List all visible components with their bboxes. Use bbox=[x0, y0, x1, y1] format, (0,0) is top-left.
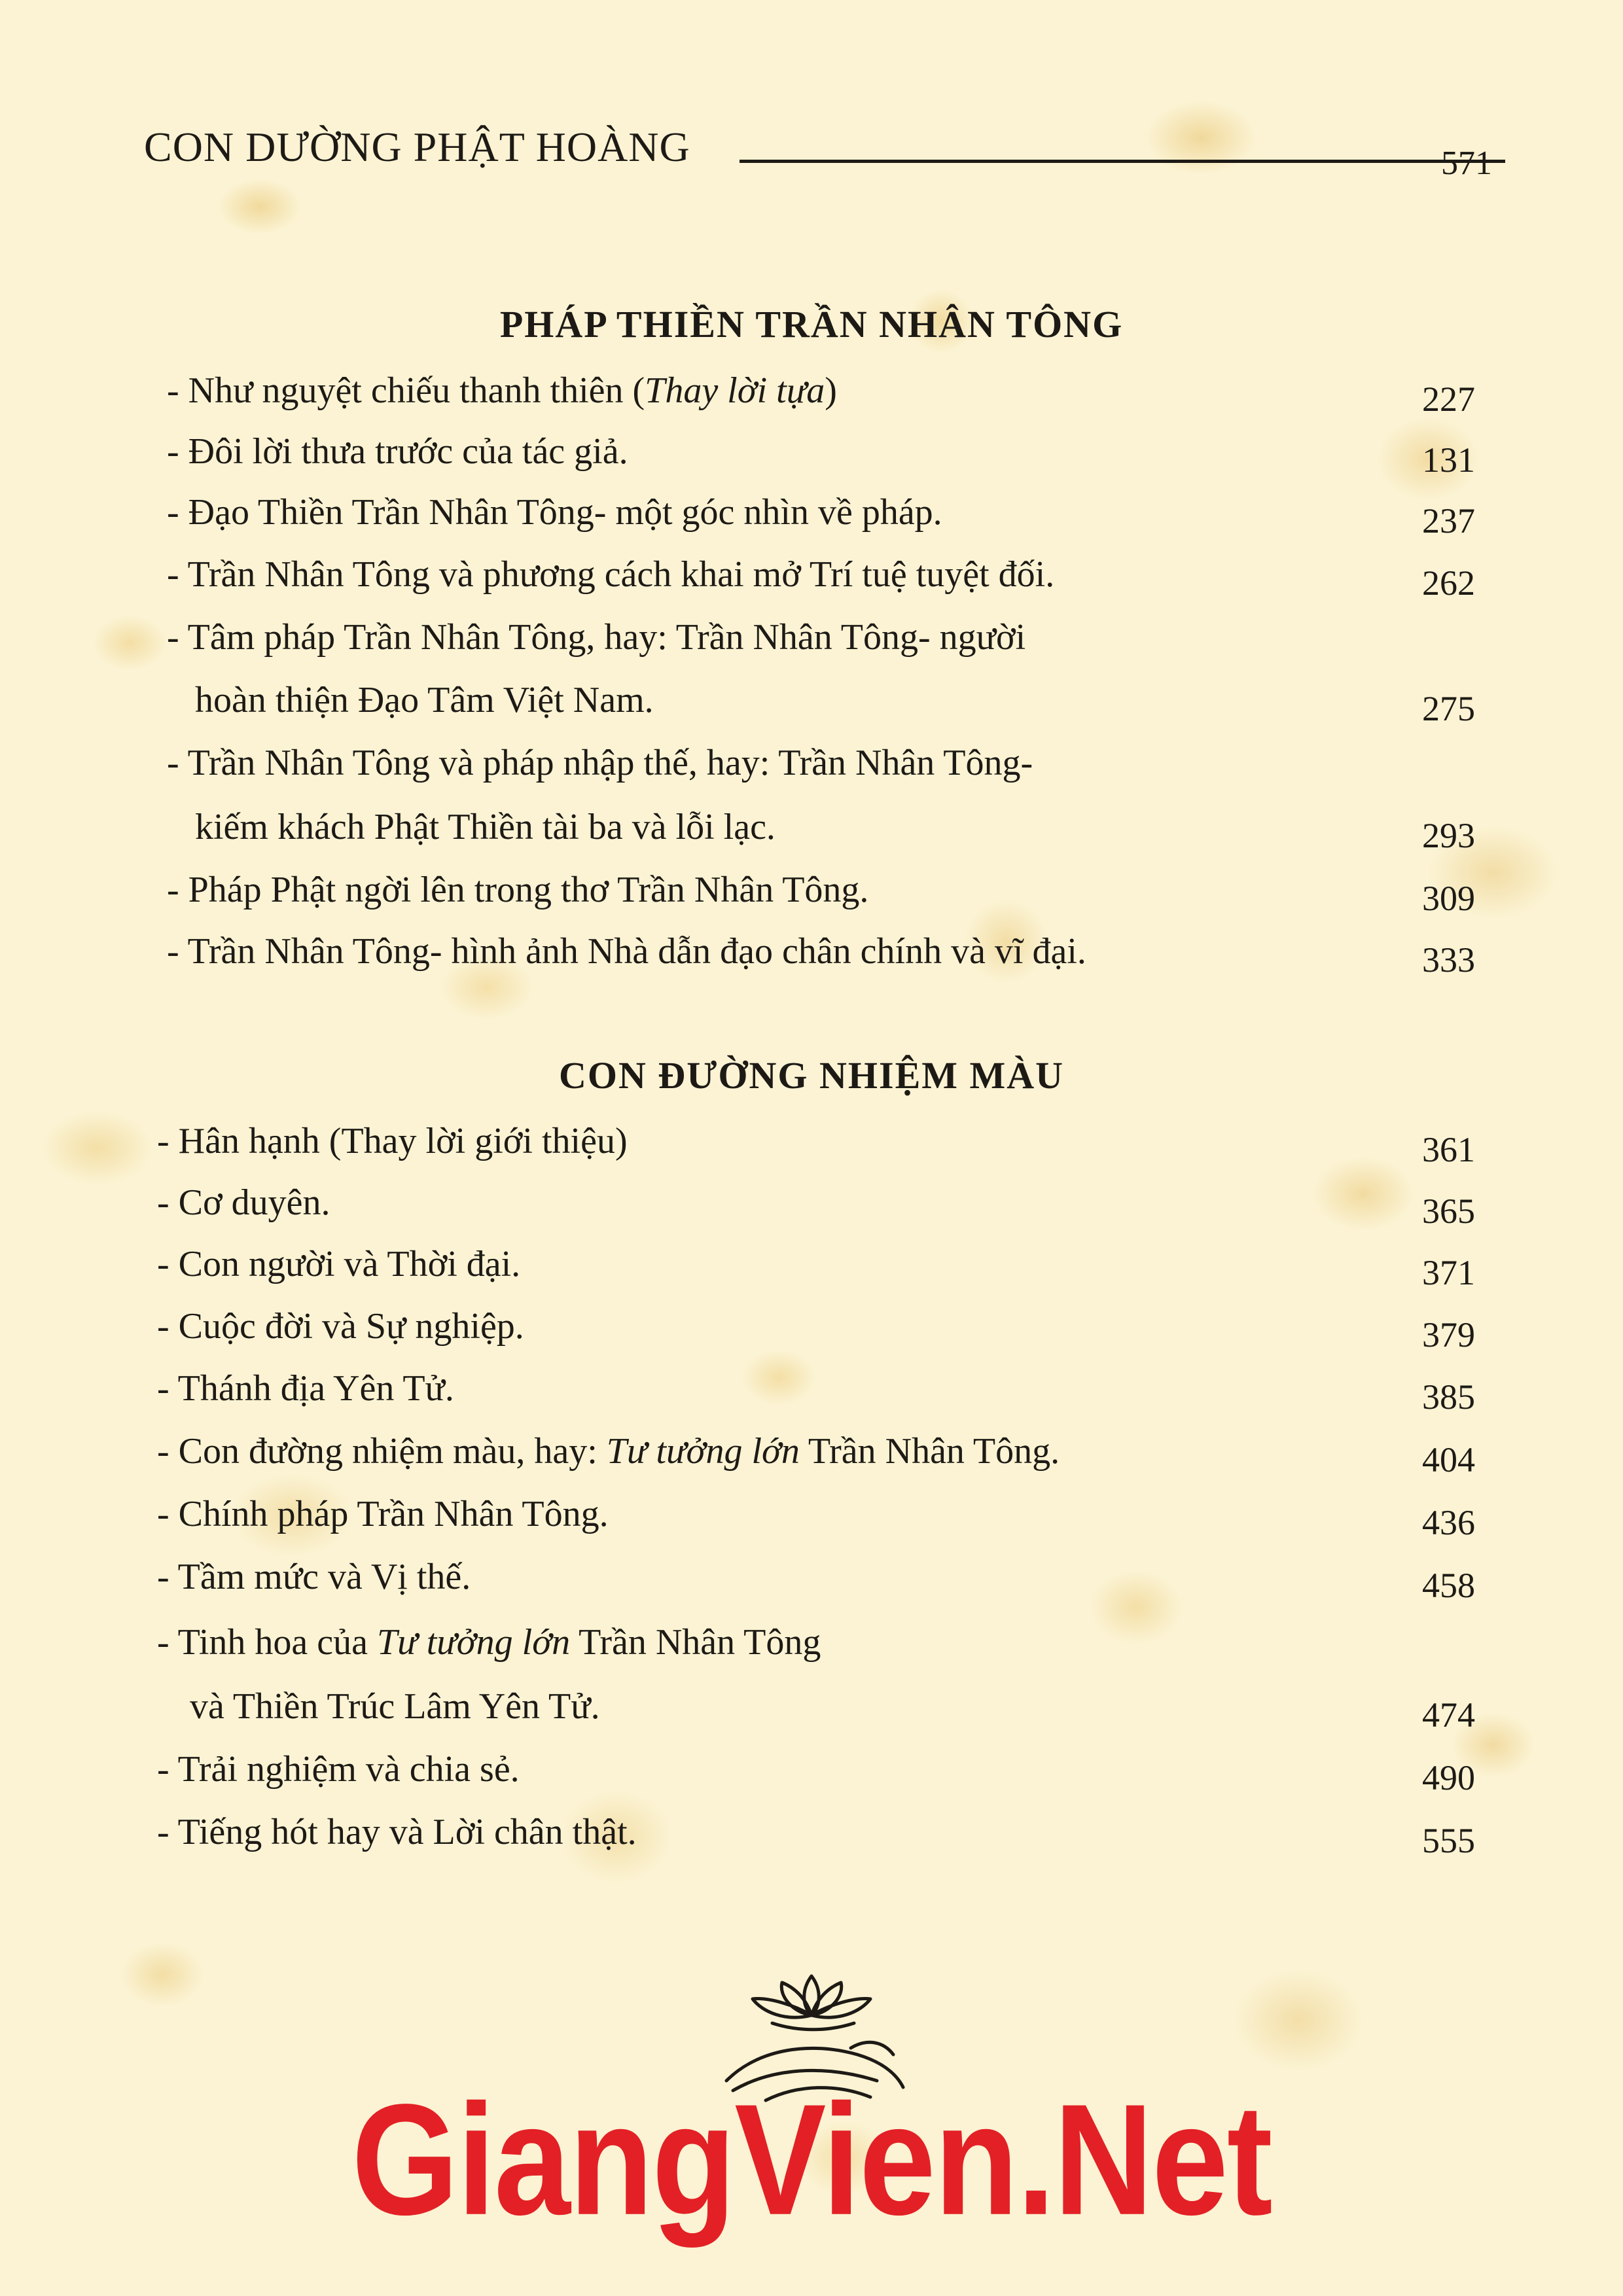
entry-text: - Cuộc đời và Sự nghiệp. bbox=[157, 1306, 524, 1347]
entry-page: 404 bbox=[1422, 1440, 1475, 1479]
toc-entry-continued bbox=[0, 1686, 1623, 1738]
toc-entry bbox=[0, 1243, 1623, 1296]
toc-entry-continued bbox=[0, 679, 1623, 732]
toc-entry bbox=[0, 742, 1623, 794]
entry-page: 333 bbox=[1422, 940, 1475, 980]
section-title-2: CON ĐƯỜNG NHIỆM MÀU bbox=[558, 1054, 1065, 1097]
toc-entry bbox=[0, 431, 1623, 483]
entry-text-continued: hoàn thiện Đạo Tâm Việt Nam. bbox=[195, 680, 654, 720]
entry-text: - Tâm pháp Trần Nhân Tông, hay: Trần Nhân Tông- người bbox=[167, 617, 1026, 658]
running-title: CON DƯỜNG PHẬT HOÀNG bbox=[144, 124, 690, 170]
toc-entry bbox=[0, 370, 1623, 422]
page-header bbox=[144, 118, 1492, 182]
entry-text: - Con người và Thời đại. bbox=[157, 1244, 521, 1284]
entry-page: 436 bbox=[1422, 1503, 1475, 1542]
toc-entry bbox=[0, 1811, 1623, 1863]
entry-text: - Trần Nhân Tông- hình ảnh Nhà dẫn đạo chân chính và vĩ đại. bbox=[167, 931, 1086, 972]
entry-text: - Pháp Phật ngời lên trong thơ Trần Nhân Tông. bbox=[167, 870, 869, 910]
entry-page: 474 bbox=[1422, 1695, 1475, 1735]
entry-text: - Tiếng hót hay và Lời chân thật. bbox=[157, 1812, 637, 1852]
entry-italic: Thay lời tựa bbox=[645, 370, 825, 411]
toc-entry bbox=[0, 1368, 1623, 1420]
entry-page: 309 bbox=[1422, 879, 1475, 918]
entry-italic: Tư tưởng lớn bbox=[377, 1622, 571, 1663]
toc-entry bbox=[0, 1493, 1623, 1545]
entry-text: - Tầm mức và Vị thế. bbox=[157, 1557, 471, 1597]
entry-page: 379 bbox=[1422, 1315, 1475, 1354]
entry-page: 490 bbox=[1422, 1758, 1475, 1797]
toc-entry bbox=[0, 1748, 1623, 1801]
toc-entry bbox=[0, 930, 1623, 983]
header-rule bbox=[740, 160, 1505, 163]
entry-text: - Cơ duyên. bbox=[157, 1182, 330, 1223]
entry-text-end: Trần Nhân Tông bbox=[570, 1622, 821, 1663]
toc-entry bbox=[0, 1182, 1623, 1234]
entry-page: 361 bbox=[1422, 1130, 1475, 1169]
entry-text: - Hân hạnh (Thay lời giới thiệu) bbox=[157, 1121, 628, 1161]
entry-text: - Chính pháp Trần Nhân Tông. bbox=[157, 1494, 609, 1534]
entry-text: - Trần Nhân Tông và pháp nhập thế, hay: Trần Nhân Tông- bbox=[167, 743, 1033, 783]
toc-entry bbox=[0, 554, 1623, 606]
entry-page: 237 bbox=[1422, 501, 1475, 540]
entry-text: - Con đường nhiệm màu, hay: bbox=[157, 1431, 607, 1472]
toc-entry bbox=[0, 869, 1623, 921]
entry-page: 293 bbox=[1422, 816, 1475, 855]
entry-text: - Đôi lời thưa trước của tác giả. bbox=[167, 431, 628, 472]
entry-page: 458 bbox=[1422, 1566, 1475, 1605]
entry-text: - Tinh hoa của bbox=[157, 1622, 377, 1663]
toc-entry bbox=[0, 1430, 1623, 1483]
entry-page: 385 bbox=[1422, 1377, 1475, 1417]
toc-entry bbox=[0, 1120, 1623, 1173]
toc-entry-continued bbox=[0, 806, 1623, 858]
entry-page: 555 bbox=[1422, 1821, 1475, 1860]
entry-text-end: Trần Nhân Tông. bbox=[799, 1431, 1060, 1472]
page-number: 571 bbox=[1441, 145, 1492, 182]
toc-entry bbox=[0, 616, 1623, 669]
entry-page: 262 bbox=[1422, 563, 1475, 603]
entry-text: - Thánh địa Yên Tử. bbox=[157, 1368, 454, 1409]
entry-text: - Như nguyệt chiếu thanh thiên ( bbox=[167, 370, 645, 411]
entry-text: - Đạo Thiền Trần Nhân Tông- một góc nhìn về pháp. bbox=[167, 492, 942, 533]
toc-entry bbox=[0, 491, 1623, 544]
watermark: GiangVien.Net bbox=[351, 2071, 1272, 2248]
section-title-1: PHÁP THIỀN TRẦN NHÂN TÔNG bbox=[499, 303, 1124, 345]
entry-page: 371 bbox=[1422, 1253, 1475, 1292]
entry-text-end: ) bbox=[825, 370, 837, 411]
toc-entry bbox=[0, 1556, 1623, 1608]
entry-italic: Tư tưởng lớn bbox=[606, 1431, 800, 1472]
entry-text: - Trần Nhân Tông và phương cách khai mở Trí tuệ tuyệt đối. bbox=[167, 554, 1055, 595]
entry-page: 227 bbox=[1422, 380, 1475, 419]
entry-page: 365 bbox=[1422, 1192, 1475, 1231]
entry-page: 131 bbox=[1422, 440, 1475, 480]
toc-entry bbox=[0, 1305, 1623, 1358]
entry-text-continued: và Thiền Trúc Lâm Yên Tử. bbox=[190, 1686, 600, 1727]
entry-text-continued: kiếm khách Phật Thiền tài ba và lỗi lạc. bbox=[195, 807, 776, 847]
toc-entry bbox=[0, 1621, 1623, 1674]
entry-page: 275 bbox=[1422, 689, 1475, 728]
entry-text: - Trải nghiệm và chia sẻ. bbox=[157, 1749, 520, 1790]
